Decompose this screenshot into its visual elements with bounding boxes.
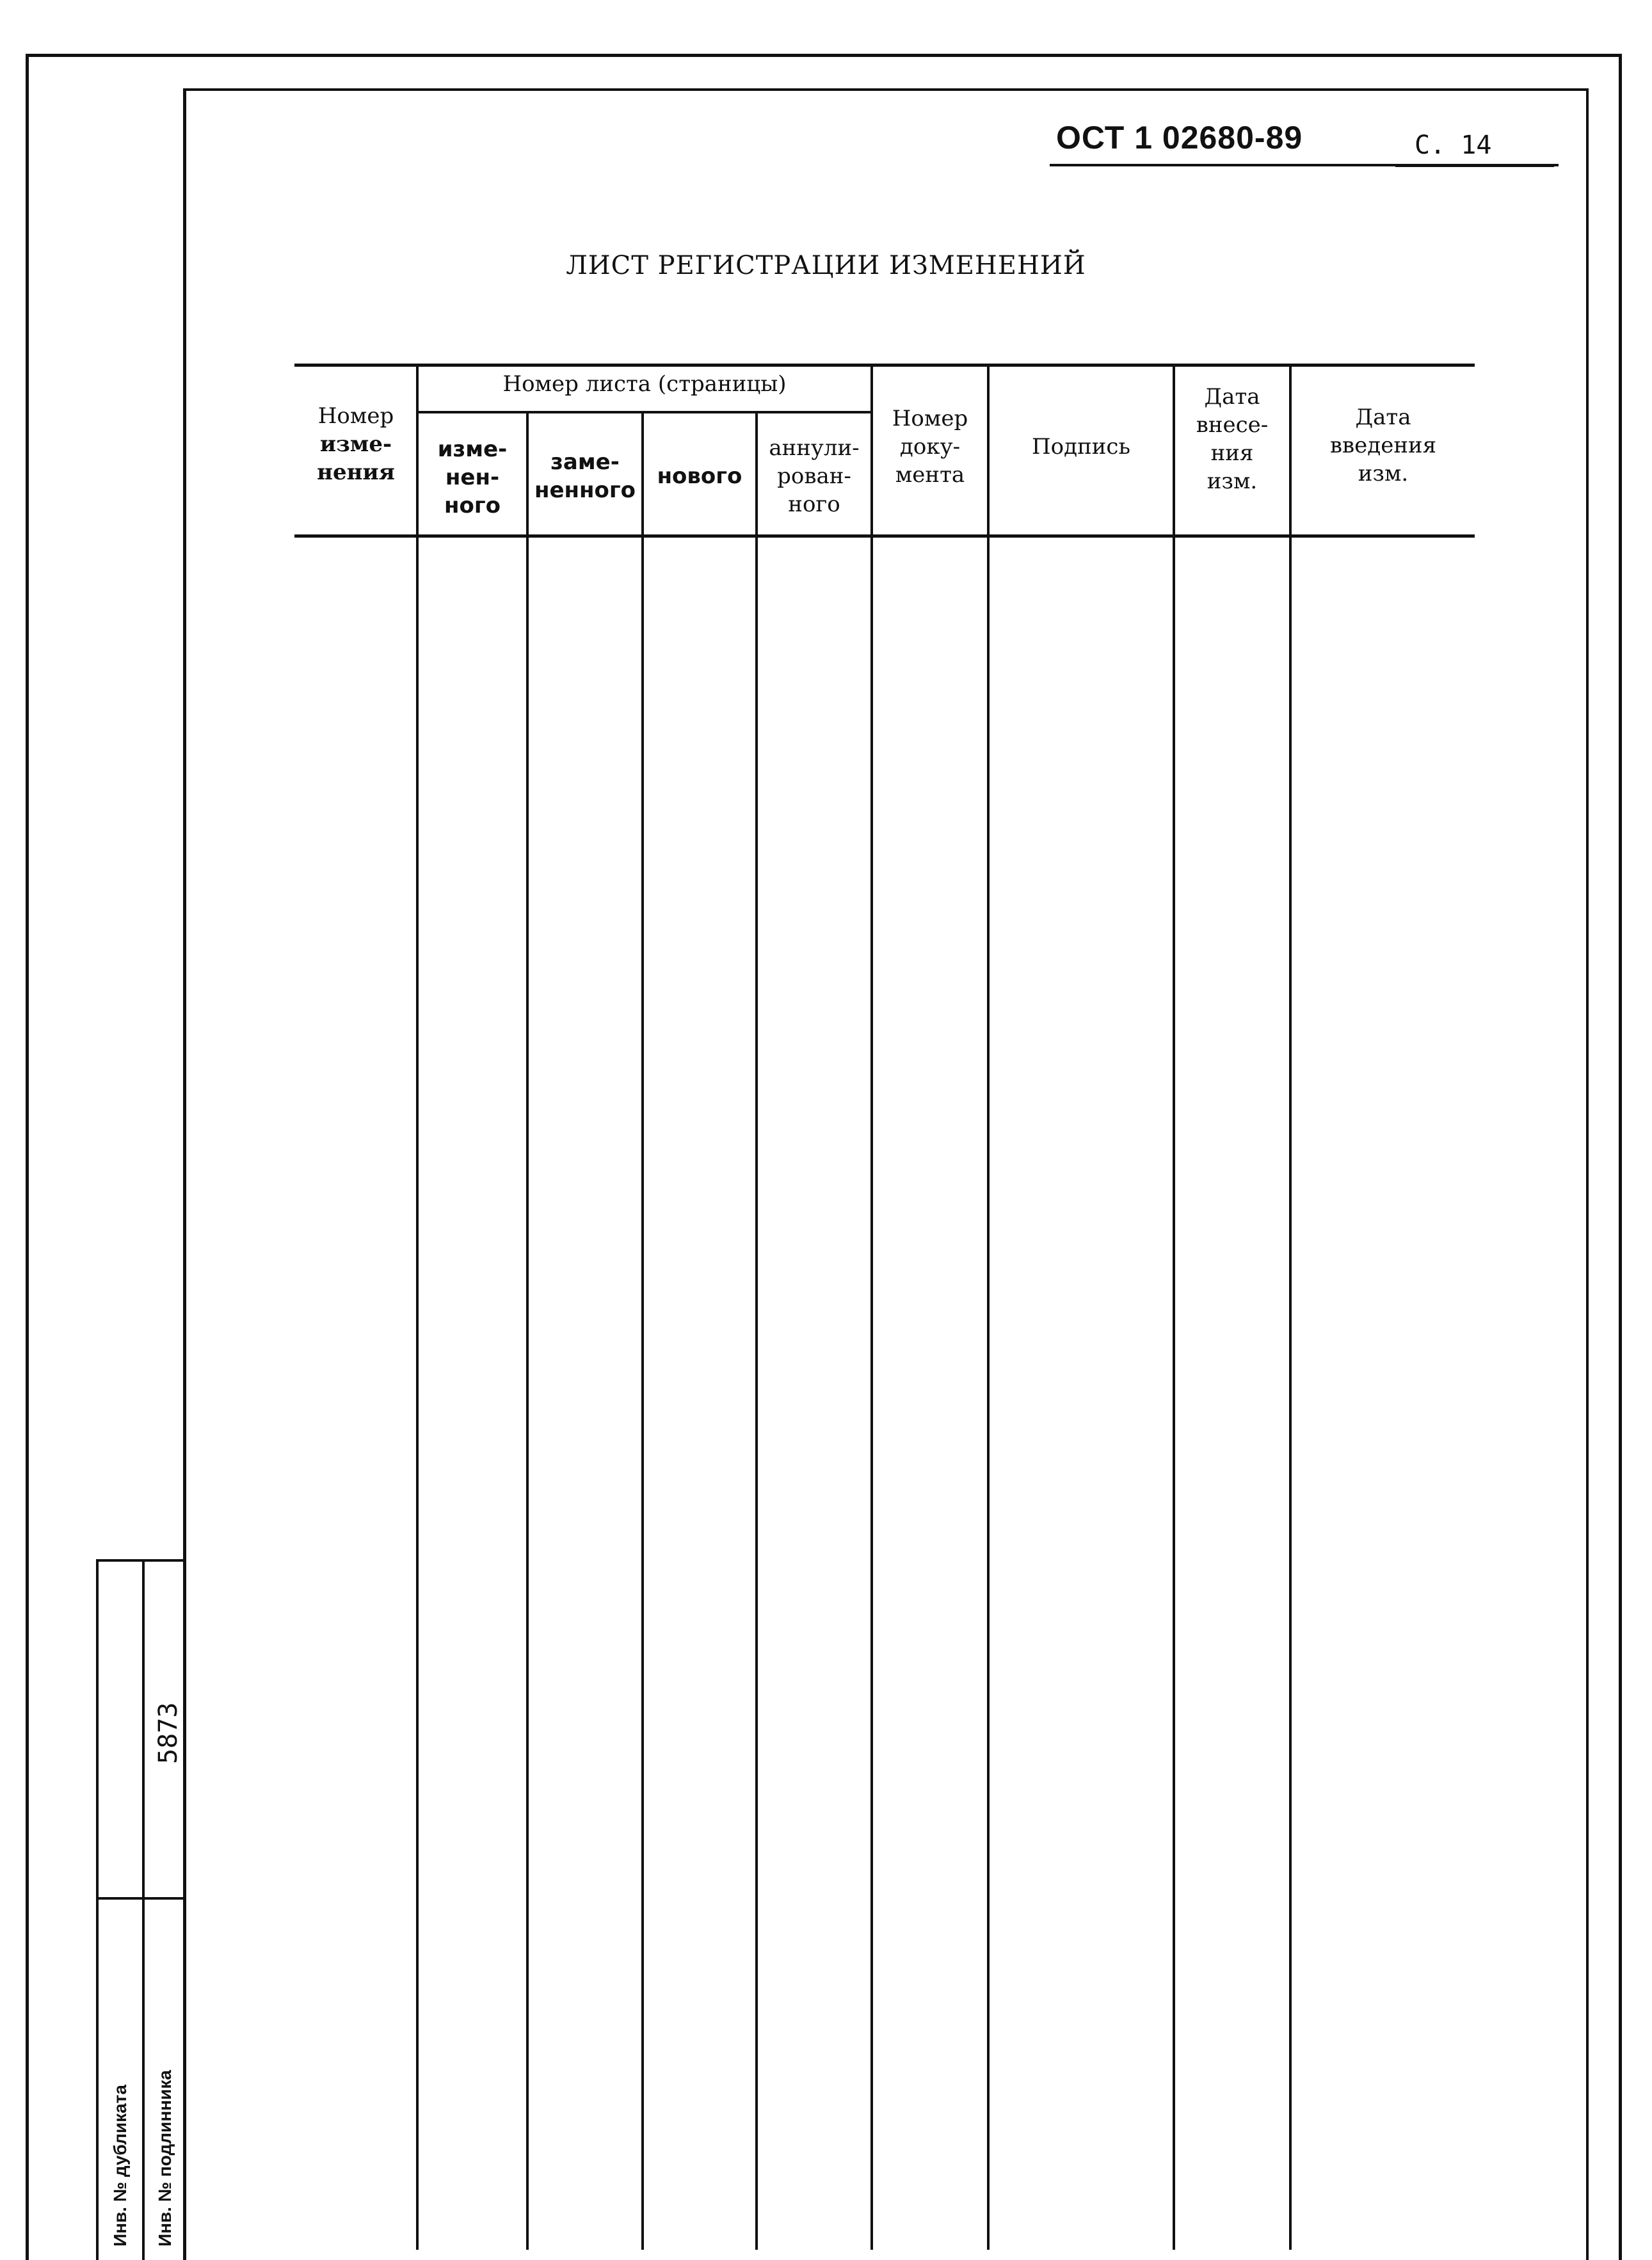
col-header-entry-date: Дата внесе- ния изм.: [1196, 384, 1269, 494]
col-line-8: [1289, 364, 1292, 2250]
page-number: С. 14: [1415, 131, 1492, 160]
col-header-cancelled: аннули- рован- ного: [769, 435, 860, 517]
inner-frame-top-line: [183, 88, 1588, 91]
original-inventory-number: 5873: [154, 1702, 183, 1764]
col-header-replaced: заме- ненного: [534, 449, 636, 503]
original-inventory-label: Инв. № подлинника: [155, 2070, 175, 2247]
col-header-document-number: Номер доку- мента: [892, 406, 968, 488]
col-header-change-number: Номер изме- нения: [317, 403, 395, 485]
header-bottom-line: [294, 534, 1475, 538]
col-header-changed: изме- нен- ного: [437, 437, 508, 518]
frame-top-line: [26, 54, 1622, 57]
table-top-line: [294, 364, 1475, 367]
col-line-1: [416, 364, 419, 2250]
col-line-3: [641, 411, 644, 2250]
inner-frame-left-line: [183, 90, 186, 2260]
stamp-mid-line: [96, 1897, 183, 1900]
group-header-line: [417, 411, 872, 413]
group-header-sheet-number: Номер листа (страницы): [502, 371, 787, 397]
doc-code: ОСТ 1 02680-89: [1056, 120, 1303, 156]
col-line-5: [870, 364, 873, 2250]
sheet-title: ЛИСТ РЕГИСТРАЦИИ ИЗМЕНЕНИЙ: [566, 251, 1086, 280]
stamp-left-line: [96, 1559, 99, 2260]
page-number-underline: [1395, 165, 1554, 167]
frame-left-line: [26, 54, 29, 2260]
col-header-signature: Подпись: [1032, 434, 1130, 460]
inner-frame-right-line: [1586, 88, 1589, 2260]
stamp-top-line: [96, 1559, 183, 1562]
col-header-new: нового: [657, 463, 742, 489]
col-line-6: [987, 364, 990, 2250]
duplicate-inventory-label: Инв. № дубликата: [110, 2085, 130, 2247]
frame-right-line: [1619, 54, 1622, 2260]
col-line-2: [526, 411, 529, 2250]
col-line-7: [1173, 364, 1175, 2250]
stamp-divider-line: [142, 1559, 145, 2260]
col-header-effective-date: Дата введения изм.: [1329, 405, 1437, 486]
col-line-4: [755, 411, 758, 2250]
